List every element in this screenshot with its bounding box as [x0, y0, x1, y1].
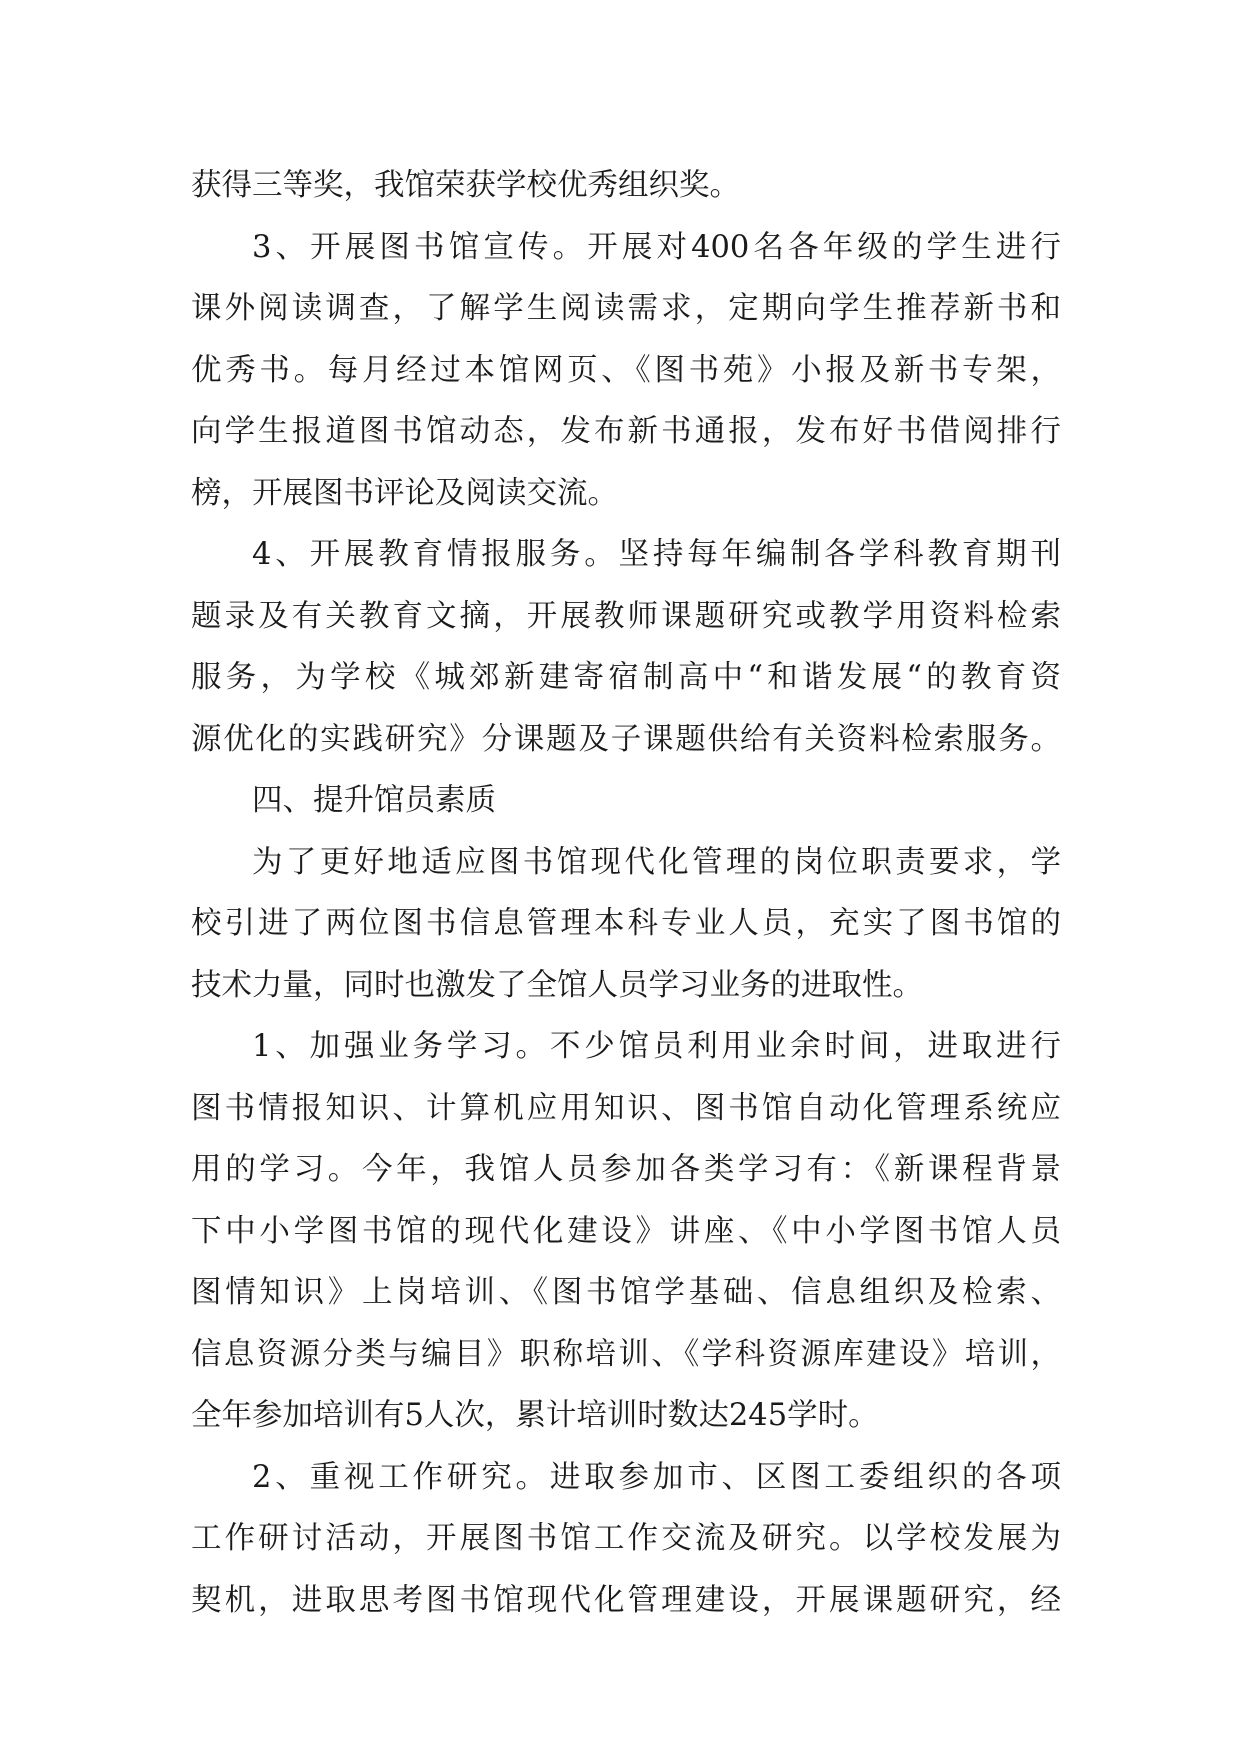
document-body	[191, 155, 1061, 1631]
text-line: 优秀书。每月经过本馆网页、《图书苑》小报及新书专架，	[191, 352, 1061, 388]
text-line: 下中小学图书馆的现代化建设》讲座、《中小学图书馆人员	[191, 1213, 1061, 1249]
text-line: 榜，开展图书评论及阅读交流。	[191, 475, 618, 511]
text-line: 源优化的实践研究》分课题及子课题供给有关资料检索服务。	[191, 721, 1061, 757]
text-line: 4、开展教育情报服务。坚持每年编制各学科教育期刊	[252, 537, 1061, 572]
text-line: 获得三等奖，我馆荣获学校优秀组织奖。	[191, 168, 740, 203]
text-line: 契机，进取思考图书馆现代化管理建设，开展课题研究，经	[191, 1582, 1061, 1618]
text-line: 课外阅读调查，了解学生阅读需求，定期向学生推荐新书和	[191, 291, 1061, 326]
section-heading: 四、提升馆员素质	[252, 783, 496, 818]
text-line: 1、加强业务学习。不少馆员利用业余时间，进取进行	[252, 1029, 1061, 1064]
text-line: 图书情报知识、计算机应用知识、图书馆自动化管理系统应	[191, 1090, 1061, 1126]
text-line: 全年参加培训有5人次，累计培训时数达245学时。	[191, 1398, 879, 1433]
text-line: 信息资源分类与编目》职称培训、《学科资源库建设》培训，	[191, 1336, 1061, 1372]
text-line: 服务，为学校《城郊新建寄宿制高中“和谐发展“的教育资	[191, 660, 1061, 695]
text-line: 校引进了两位图书信息管理本科专业人员，充实了图书馆的	[191, 906, 1061, 941]
text-line: 向学生报道图书馆动态，发布新书通报，发布好书借阅排行	[191, 414, 1061, 449]
text-line: 题录及有关教育文摘，开展教师课题研究或教学用资料检索	[191, 598, 1061, 634]
text-line: 技术力量，同时也激发了全馆人员学习业务的进取性。	[191, 967, 923, 1003]
text-line: 2、重视工作研究。进取参加市、区图工委组织的各项	[252, 1459, 1061, 1495]
text-line: 工作研讨活动，开展图书馆工作交流及研究。以学校发展为	[191, 1521, 1061, 1556]
text-line: 图情知识》上岗培训、《图书馆学基础、信息组织及检索、	[191, 1275, 1061, 1310]
text-line: 为了更好地适应图书馆现代化管理的岗位职责要求，学	[252, 844, 1061, 880]
text-line: 3、开展图书馆宣传。开展对400名各年级的学生进行	[252, 229, 1061, 265]
text-line: 用的学习。今年，我馆人员参加各类学习有：《新课程背景	[191, 1152, 1061, 1187]
